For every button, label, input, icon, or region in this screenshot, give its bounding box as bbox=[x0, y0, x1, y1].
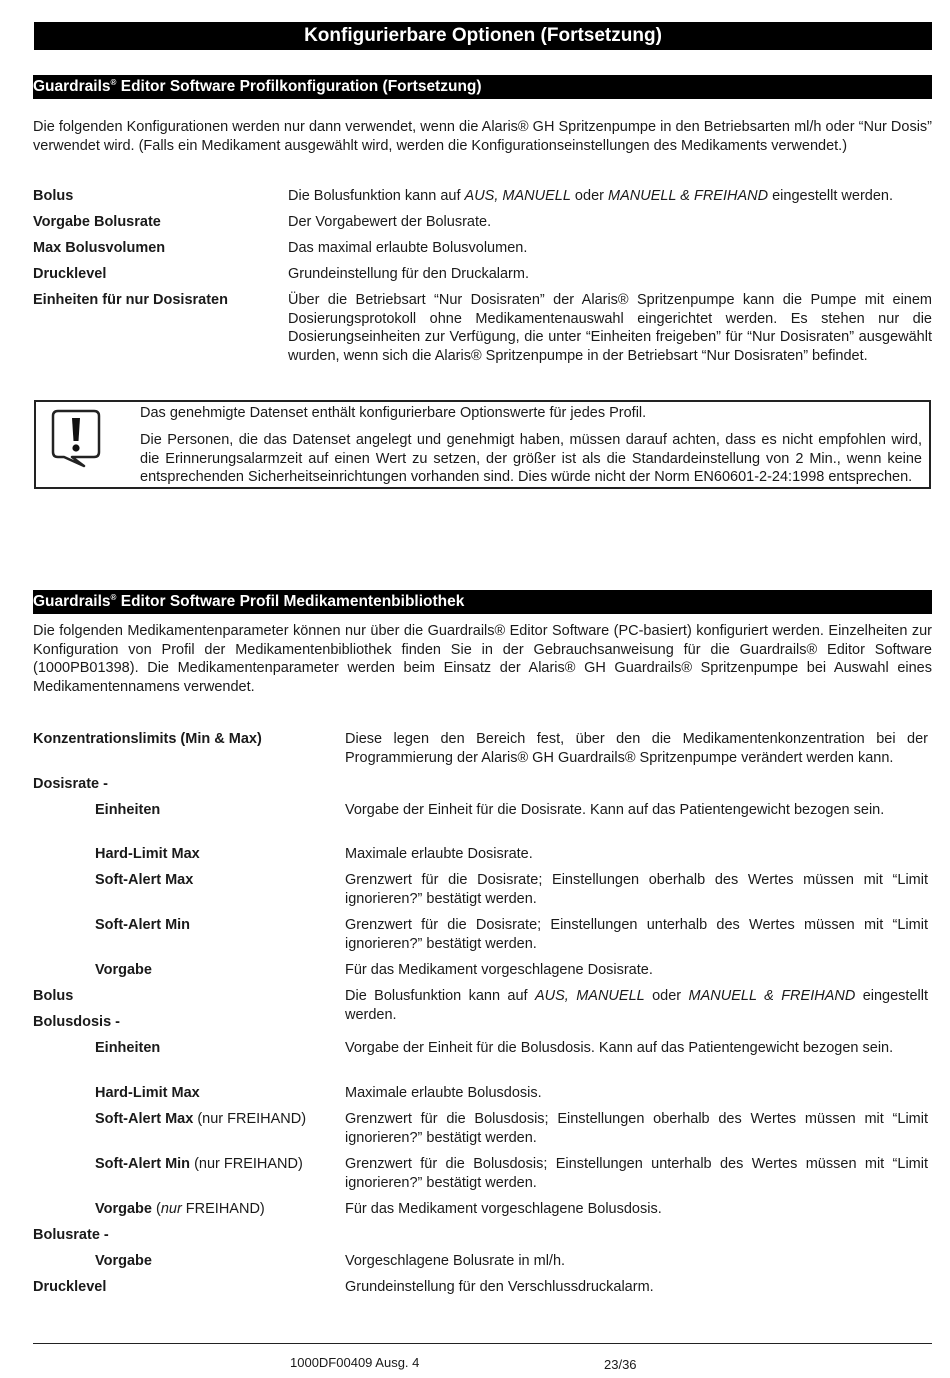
term-dosisrate-soft-max: Soft-Alert Max bbox=[95, 872, 194, 888]
section-title-brand: Guardrails bbox=[33, 593, 111, 610]
desc-dosisrate-soft-max: Grenzwert für die Dosisrate; Einstellungen oberhalb des Wertes müssen mit “Limit ignorieren?” bestätigt werden. bbox=[345, 872, 928, 907]
section-header-profile-config: Guardrails® Editor Software Profilkonfiguration (Fortsetzung) bbox=[33, 75, 932, 99]
desc-drucklevel: Grundeinstellung für den Verschlussdruckalarm. bbox=[345, 1279, 654, 1295]
term-bolusdosis-hard-limit: Hard-Limit Max bbox=[95, 1085, 200, 1101]
document-id: 1000DF00409 Ausg. 4 bbox=[290, 1355, 420, 1370]
term-bolusrate-vorgabe: Vorgabe bbox=[95, 1253, 152, 1269]
desc-bolusdosis-vorgabe: Für das Medikament vorgeschlagene Bolusdosis. bbox=[345, 1201, 662, 1217]
term-einheiten-nur-dosisraten: Einheiten für nur Dosisraten bbox=[33, 292, 228, 308]
term-bolusdosis-vorgabe: Vorgabe (nur FREIHAND) bbox=[95, 1201, 265, 1217]
section-header-medikamentenbibliothek: Guardrails® Editor Software Profil Medikamentenbibliothek bbox=[33, 590, 932, 614]
term-bolusdosis-soft-min: Soft-Alert Min (nur FREIHAND) bbox=[95, 1156, 303, 1172]
group-dosisrate: Dosisrate - bbox=[33, 776, 108, 792]
desc-bolusrate-vorgabe: Vorgeschlagene Bolusrate in ml/h. bbox=[345, 1253, 566, 1269]
term-max-bolusvolumen: Max Bolusvolumen bbox=[33, 240, 166, 256]
term-dosisrate-vorgabe: Vorgabe bbox=[95, 962, 152, 978]
footer-divider bbox=[33, 1343, 932, 1344]
desc-dosisrate-soft-min: Grenzwert für die Dosisrate; Einstellungen unterhalb des Wertes müssen mit “Limit ignorieren?” bestätigt werden. bbox=[345, 917, 928, 952]
section-intro: Die folgenden Konfigurationen werden nur dann verwendet, wenn die Alaris® GH Spritzenpumpe in den Betriebsarten ml/h oder “Nur Dosis” verwendet wird. (Falls ein Medikament ausgewählt wird, werden die Konfigurationseinstellungen des Medikaments verwendet.) bbox=[33, 119, 932, 154]
term-bolusdosis-soft-max: Soft-Alert Max (nur FREIHAND) bbox=[95, 1111, 307, 1127]
note-line-2: Die Personen, die das Datenset angelegt und genehmigt haben, müssen darauf achten, dass es nicht empfohlen wird, die Erinnerungsalarmzeit auf einen Wert zu setzen, der größer ist als die Standardeinstellung von 2 Min., wenn keine entsprechenden Sicherheitseinrichtungen vorhanden sind. Dies würde nicht der Norm EN60601-2-24:1998 entsprechen. bbox=[140, 432, 922, 485]
desc-dosisrate-einheiten: Vorgabe der Einheit für die Dosisrate. Kann auf das Patientengewicht bezogen sein. bbox=[345, 802, 885, 818]
group-bolusdosis: Bolusdosis - bbox=[33, 1014, 121, 1030]
page-title: Konfigurierbare Optionen (Fortsetzung) bbox=[34, 22, 932, 50]
term-dosisrate-hard-limit: Hard-Limit Max bbox=[95, 846, 200, 862]
term-bolus: Bolus bbox=[33, 988, 74, 1004]
term-dosisrate-soft-min: Soft-Alert Min bbox=[95, 917, 191, 933]
desc-max-bolusvolumen: Das maximal erlaubte Bolusvolumen. bbox=[288, 240, 528, 256]
term-bolusdosis-einheiten: Einheiten bbox=[95, 1040, 161, 1056]
term-konzentrationslimits: Konzentrationslimits (Min & Max) bbox=[33, 731, 262, 747]
desc-bolusdosis-soft-min: Grenzwert für die Bolusdosis; Einstellungen unterhalb des Wertes müssen mit “Limit ignorieren?” bestätigt werden. bbox=[345, 1156, 928, 1191]
desc-bolus: Die Bolusfunktion kann auf AUS, MANUELL oder MANUELL & FREIHAND eingestellt werden. bbox=[288, 188, 894, 204]
desc-dosisrate-hard-limit: Maximale erlaubte Dosisrate. bbox=[345, 846, 533, 862]
section-intro: Die folgenden Medikamentenparameter können nur über die Guardrails® Editor Software (PC-basiert) konfiguriert werden. Einzelheiten zur Konfiguration von Profil der Medikamentenbibliothek finden Sie in der Gebrauchsanweisung für die Guardrails® Editor Software (1000PB01398). Die Medikamentenparameter werden beim Einsatz der Alaris® GH Guardrails® Spritzenpumpe bei Auswahl eines Medikamentennamens verwendet. bbox=[33, 623, 932, 695]
note-line-1: Das genehmigte Datenset enthält konfigurierbare Optionswerte für jedes Profil. bbox=[140, 405, 647, 421]
desc-drucklevel: Grundeinstellung für den Druckalarm. bbox=[288, 266, 529, 282]
term-drucklevel: Drucklevel bbox=[33, 266, 107, 282]
section-title-text: Editor Software Profil Medikamentenbibliothek bbox=[116, 593, 465, 610]
group-bolusrate: Bolusrate - bbox=[33, 1227, 109, 1243]
desc-bolusdosis-hard-limit: Maximale erlaubte Bolusdosis. bbox=[345, 1085, 542, 1101]
term-drucklevel: Drucklevel bbox=[33, 1279, 107, 1295]
desc-bolusdosis-einheiten: Vorgabe der Einheit für die Bolusdosis. Kann auf das Patientengewicht bezogen sein. bbox=[345, 1040, 894, 1056]
desc-konzentrationslimits: Diese legen den Bereich fest, über den die Medikamentenkonzentration bei der Programmierung der Alaris® GH Guardrails® Spritzenpumpe verändert werden kann. bbox=[345, 731, 928, 766]
desc-bolusdosis-soft-max: Grenzwert für die Bolusdosis; Einstellungen oberhalb des Wertes müssen mit “Limit ignorieren?” bestätigt werden. bbox=[345, 1111, 928, 1146]
term-dosisrate-einheiten: Einheiten bbox=[95, 802, 161, 818]
section-title-text: Editor Software Profilkonfiguration (Fortsetzung) bbox=[116, 78, 482, 95]
exclamation-speech-icon bbox=[50, 408, 102, 468]
page-number: 23/36 bbox=[604, 1357, 637, 1372]
desc-dosisrate-vorgabe: Für das Medikament vorgeschlagene Dosisrate. bbox=[345, 962, 653, 978]
desc-vorgabe-bolusrate: Der Vorgabewert der Bolusrate. bbox=[288, 214, 492, 230]
desc-bolus: Die Bolusfunktion kann auf AUS, MANUELL oder MANUELL & FREIHAND eingestellt werden. bbox=[345, 988, 928, 1023]
term-bolus: Bolus bbox=[33, 188, 74, 204]
term-vorgabe-bolusrate: Vorgabe Bolusrate bbox=[33, 214, 161, 230]
desc-einheiten-nur-dosisraten: Über die Betriebsart “Nur Dosisraten” der Alaris® Spritzenpumpe kann die Pumpe mit einem Dosierungsprotokoll ohne Medikamentenauswahl eingerichtet werden. Es stehen nur die Dosierungseinheiten zur Verfügung, die unter “Einheiten freigeben” für “Nur Dosisraten” ausgewählt wurden, wenn sich die Alaris® Spritzenpumpe in der Betriebsart “Nur Dosisraten” befindet. bbox=[288, 292, 932, 364]
section-title-brand: Guardrails bbox=[33, 78, 111, 95]
